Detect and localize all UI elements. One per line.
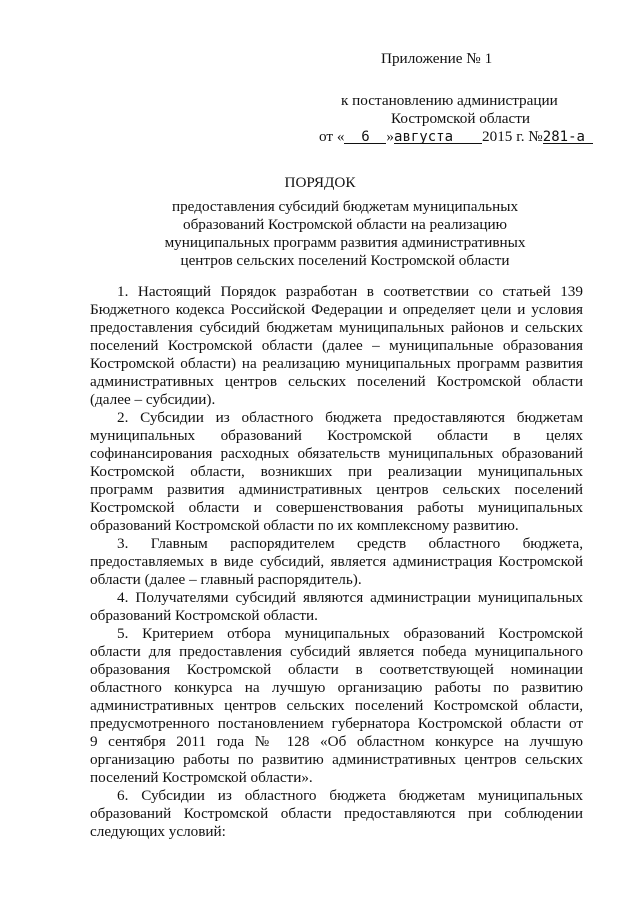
date-month: августа: [394, 129, 482, 145]
date-year: 2015 г. №: [482, 128, 543, 145]
paragraph-line: 5. Критерием отбора муниципальных образований Костромской: [117, 625, 583, 642]
paragraph-6: [90, 787, 583, 841]
paragraph-line: административных центров сельских поселений Костромской области,: [90, 697, 583, 714]
paragraph-line: 3. Главным распорядителем средств областного бюджета,: [117, 535, 583, 552]
paragraph-line: 4. Получателями субсидий являются администрации муниципальных: [117, 589, 583, 606]
paragraph-line: образований Костромской области.: [90, 607, 318, 624]
paragraph-line: (далее – субсидии).: [90, 391, 216, 408]
paragraph-line: 9 сентября 2011 года № 128 «Об областном конкурсе на лучшую: [90, 733, 583, 750]
resolution-ref-line1: к постановлению администрации: [341, 92, 558, 109]
date-day: 6: [344, 129, 386, 145]
date-number-line: [319, 128, 593, 146]
paragraph-2: [90, 409, 583, 535]
document-title: ПОРЯДОК: [284, 174, 356, 191]
paragraph-line: 2. Субсидии из областного бюджета предоставляются бюджетам: [117, 409, 583, 426]
date-mid: »: [386, 128, 395, 145]
paragraph-line: образований Костромской области предоставляются при соблюдении: [90, 805, 583, 822]
paragraph-line: поселений Костромской области».: [90, 769, 313, 786]
paragraph-line: предусмотренного постановлением губернатора Костромской области от: [90, 715, 583, 732]
subtitle-line: предоставления субсидий бюджетам муниципальных: [171, 198, 519, 215]
paragraph-line: Костромской области) на реализацию муниципальных программ развития: [90, 355, 583, 372]
paragraph-line: образований Костромской области по их комплексному развитию.: [90, 517, 519, 534]
paragraph-line: программ развития административных центров сельских поселений: [90, 481, 583, 498]
paragraph-line: следующих условий:: [90, 823, 226, 840]
paragraph-line: Костромской области и совершенствования работы муниципальных: [90, 499, 583, 516]
subtitle-line: центров сельских поселений Костромской области: [180, 252, 510, 269]
appendix-label: Приложение № 1: [381, 50, 493, 67]
paragraph-line: 1. Настоящий Порядок разработан в соответствии со статьей 139: [117, 283, 583, 300]
paragraph-line: поселений Костромской области (далее – муниципальные образования: [90, 337, 583, 354]
paragraph-line: софинансирования расходных обязательств муниципальных образований: [90, 445, 583, 462]
paragraph-line: Бюджетного кодекса Российской Федерации и определяет цели и условия: [90, 301, 583, 318]
paragraph-line: области (далее – главный распорядитель).: [90, 571, 362, 588]
paragraph-line: образования Костромской области в соответствующей номинации: [90, 661, 583, 678]
subtitle-line: образований Костромской области на реализацию: [182, 216, 507, 233]
paragraph-1: [90, 283, 583, 409]
paragraph-5: [90, 625, 583, 787]
paragraph-line: Костромской области, возникших при реализации муниципальных: [90, 463, 583, 480]
paragraph-line: организацию работы по развитию административных центров сельских: [90, 751, 583, 768]
paragraph-line: административных центров сельских поселений Костромской области: [90, 373, 583, 390]
paragraph-4: [90, 589, 583, 625]
paragraph-line: 6. Субсидии из областного бюджета бюджетам муниципальных: [117, 787, 583, 804]
paragraph-line: предоставляемых в виде субсидий, является администрация Костромской: [90, 553, 583, 570]
subtitle-line: муниципальных программ развития административных: [164, 234, 526, 251]
paragraph-3: [90, 535, 583, 589]
date-prefix: от «: [319, 128, 345, 145]
document-number: 281-а: [543, 129, 593, 145]
resolution-ref-line2: Костромской области: [391, 110, 531, 127]
paragraph-line: предоставления субсидий бюджетам муниципальных районов и сельских: [90, 319, 583, 336]
document-subtitle: [140, 198, 550, 270]
paragraph-line: муниципальных образований Костромской области в целях: [90, 427, 583, 444]
paragraph-line: областного конкурса на лучшую организацию работы по развитию: [90, 679, 583, 696]
paragraph-line: области для предоставления субсидий является победа муниципального: [90, 643, 583, 660]
